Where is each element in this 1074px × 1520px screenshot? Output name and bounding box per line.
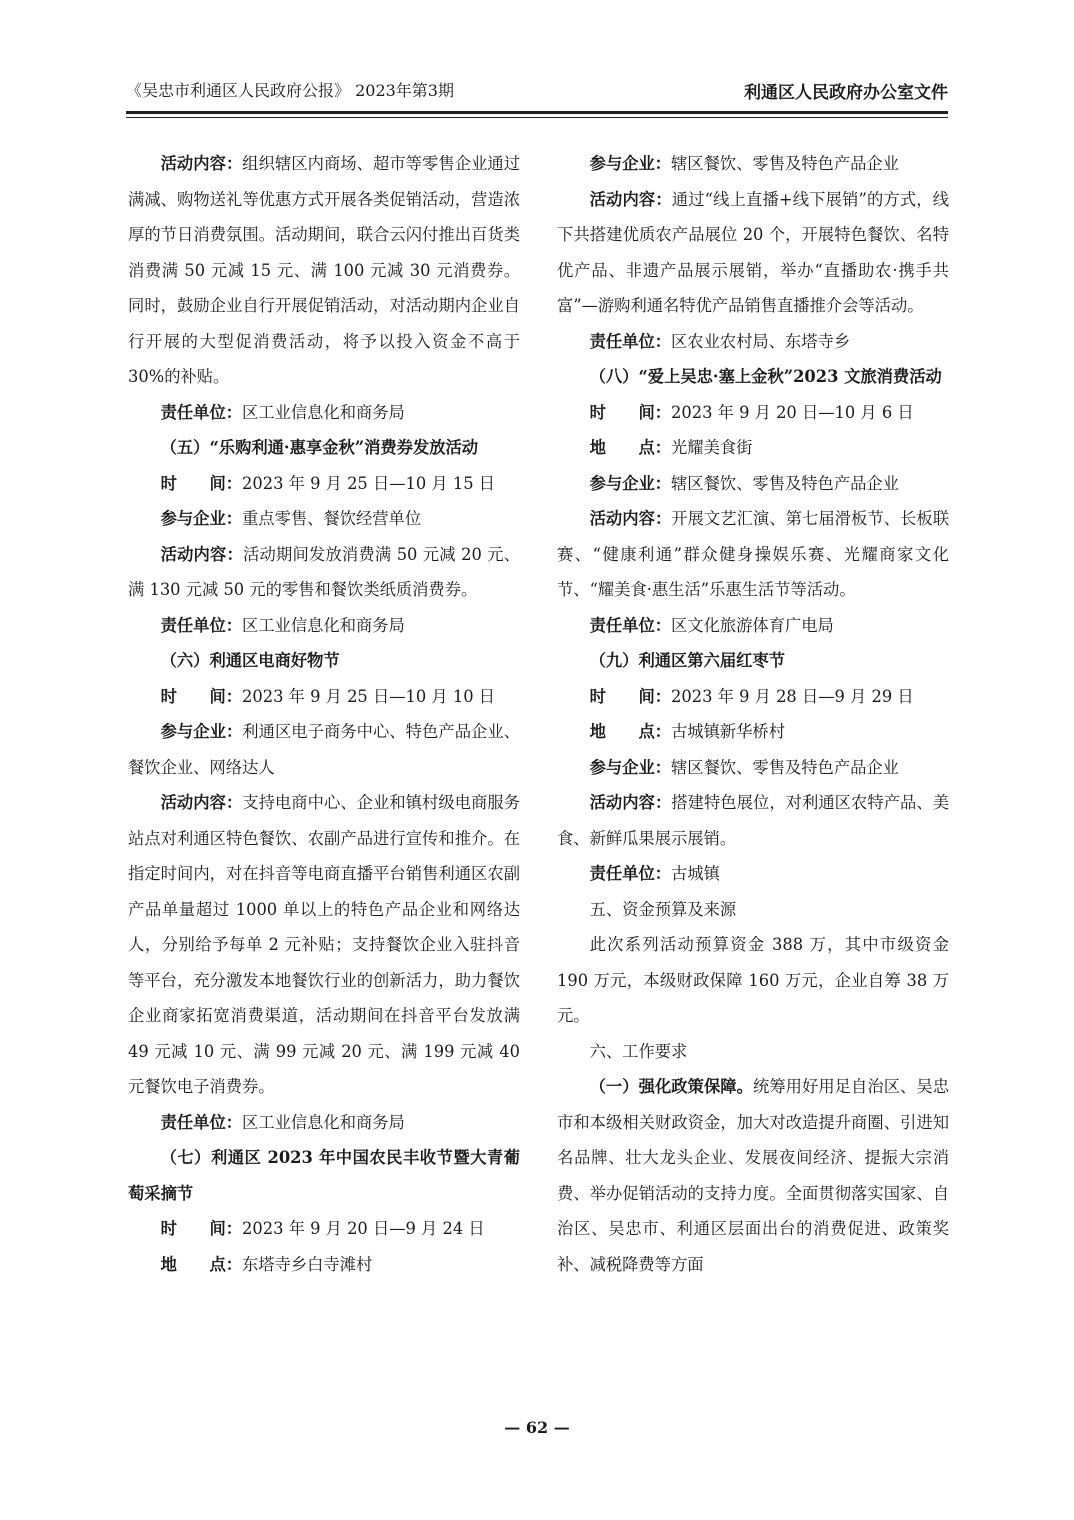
field-label: 责任单位： bbox=[160, 1112, 243, 1132]
labeled-field bbox=[557, 182, 949, 324]
labeled-field bbox=[557, 785, 949, 856]
field-value: 2023 年 9 月 25 日—10 月 15 日 bbox=[242, 473, 496, 493]
field-value: 搭建特色展位，对利通区农特产品、美食、新鲜瓜果展示展销。 bbox=[557, 793, 949, 848]
gazette-title: 《吴忠市利通区人民政府公报》 2023年第3期 bbox=[126, 81, 454, 100]
labeled-field bbox=[128, 608, 520, 644]
heading-text: （八）“爱上吴忠·塞上金秋”2023 文旅消费活动 bbox=[589, 367, 942, 386]
field-value: 2023 年 9 月 20 日—10 月 6 日 bbox=[671, 402, 914, 422]
field-value: 重点零售、餐饮经营单位 bbox=[242, 509, 422, 528]
right-column bbox=[557, 146, 949, 1282]
field-label: 时 间： bbox=[160, 1219, 243, 1238]
field-value: 2023 年 9 月 28 日—9 月 29 日 bbox=[671, 686, 914, 706]
office-document-label: 利通区人民政府办公室文件 bbox=[744, 83, 948, 103]
field-value: 辖区餐饮、零售及特色产品企业 bbox=[671, 757, 899, 777]
field-value: 组织辖区内商场、超市等零售企业通过满减、购物送礼等优惠方式开展各类促销活动，营造浓厚的节日消费氛围。活动期间，联合云闪付推出百货类消费满 50 元减 15 元、满 100 元减 30 元消费券。同时，鼓励企业自行开展促销活动，对活动期内企业自行开展的大型促消费活动，将予以投入资金不高于 30%的补贴。 bbox=[128, 154, 520, 386]
field-value: 区工业信息化和商务局 bbox=[242, 402, 405, 422]
heading-text: （九）利通区第六届红枣节 bbox=[589, 651, 785, 670]
labeled-field bbox=[557, 679, 949, 715]
field-label: 时 间： bbox=[160, 473, 243, 493]
field-value: 东塔寺乡白寺滩村 bbox=[242, 1254, 373, 1274]
labeled-field bbox=[128, 1211, 520, 1247]
section-text: 五、资金预算及来源 bbox=[589, 899, 737, 919]
field-label: 活动内容： bbox=[589, 509, 672, 528]
header-rule-thick bbox=[126, 111, 948, 114]
field-value: 开展文艺汇演、第七届滑板节、长板联赛、“健康利通”群众健身操娱乐赛、光耀商家文化节、“耀美食·惠生活”乐惠生活节等活动。 bbox=[557, 509, 949, 599]
labeled-field bbox=[557, 714, 949, 750]
field-label: 地 点： bbox=[160, 1254, 243, 1274]
field-label: 活动内容： bbox=[589, 793, 672, 812]
paragraph-text: 此次系列活动预算资金 388 万，其中市级资金 190 万元，本级财政保障 160 万元，企业自筹 38 万元。 bbox=[557, 935, 949, 1025]
labeled-field bbox=[557, 501, 949, 608]
field-label: 活动内容： bbox=[589, 189, 672, 209]
field-value: 辖区餐饮、零售及特色产品企业 bbox=[671, 154, 899, 173]
field-label: 时 间： bbox=[589, 402, 672, 422]
field-label: （一）强化政策保障。 bbox=[589, 1077, 753, 1096]
labeled-field bbox=[128, 537, 520, 608]
activity-heading bbox=[128, 1140, 520, 1211]
labeled-field bbox=[128, 146, 520, 395]
field-label: 责任单位： bbox=[589, 615, 672, 635]
field-label: 活动内容： bbox=[160, 154, 243, 173]
labeled-field bbox=[557, 395, 949, 431]
field-value: 2023 年 9 月 25 日—10 月 10 日 bbox=[242, 686, 496, 706]
field-value: 利通区电子商务中心、特色产品企业、餐饮企业、网络达人 bbox=[128, 722, 520, 777]
field-label: 责任单位： bbox=[160, 402, 243, 422]
body-paragraph bbox=[557, 927, 949, 1034]
page-number: — 62 — bbox=[504, 1418, 570, 1437]
heading-text: （六）利通区电商好物节 bbox=[160, 651, 340, 670]
field-value: 光耀美食街 bbox=[671, 438, 753, 457]
labeled-field bbox=[128, 501, 520, 537]
field-value: 古城镇新华桥村 bbox=[671, 722, 785, 741]
field-label: 责任单位： bbox=[160, 615, 243, 635]
labeled-field bbox=[128, 679, 520, 715]
labeled-field bbox=[557, 430, 949, 466]
lead-paragraph bbox=[557, 1069, 949, 1282]
labeled-field bbox=[557, 856, 949, 892]
labeled-field bbox=[557, 466, 949, 502]
field-value: 区文化旅游体育广电局 bbox=[671, 615, 834, 635]
field-label: 时 间： bbox=[589, 686, 672, 706]
activity-heading bbox=[128, 430, 520, 466]
field-label: 参与企业： bbox=[589, 473, 672, 493]
section-heading bbox=[557, 892, 949, 928]
labeled-field bbox=[557, 750, 949, 786]
field-value: 2023 年 9 月 20 日—9 月 24 日 bbox=[242, 1219, 485, 1238]
field-label: 参与企业： bbox=[160, 722, 243, 741]
labeled-field bbox=[128, 785, 520, 1105]
field-value: 辖区餐饮、零售及特色产品企业 bbox=[671, 473, 899, 493]
field-label: 参与企业： bbox=[589, 154, 672, 173]
field-value: 古城镇 bbox=[671, 864, 720, 883]
field-value: 区工业信息化和商务局 bbox=[242, 615, 405, 635]
heading-text: （七）利通区 2023 年中国农民丰收节暨大青葡萄采摘节 bbox=[128, 1148, 520, 1203]
left-column bbox=[128, 146, 520, 1282]
field-label: 参与企业： bbox=[160, 509, 243, 528]
labeled-field bbox=[557, 324, 949, 360]
labeled-field bbox=[557, 146, 949, 182]
field-value: 支持电商中心、企业和镇村级电商服务站点对利通区特色餐饮、农副产品进行宣传和推介。在指定时间内，对在抖音等电商直播平台销售利通区农副产品单量超过 1000 单以上的特色产品企业和网络达人，分别给予每单 2 元补贴；支持餐饮企业入驻抖音等平台，充分激发本地餐饮行业的创新活力，助力餐饮企业商家拓宽消费渠道，活动期间在抖音平台发放满 49 元减 10 元、满 99 元减 20 元、满 199 元减 40 元餐饮电子消费券。 bbox=[128, 793, 520, 1096]
field-value: 区工业信息化和商务局 bbox=[242, 1112, 405, 1132]
field-label: 地 点： bbox=[589, 722, 672, 741]
labeled-field bbox=[128, 1247, 520, 1283]
labeled-field bbox=[128, 395, 520, 431]
labeled-field bbox=[128, 714, 520, 785]
field-label: 地 点： bbox=[589, 438, 672, 457]
page-header bbox=[126, 78, 948, 108]
field-label: 活动内容： bbox=[160, 544, 243, 564]
field-value: 活动期间发放消费满 50 元减 20 元、满 130 元减 50 元的零售和餐饮类纸质消费券。 bbox=[128, 544, 520, 599]
activity-heading bbox=[557, 359, 949, 395]
field-value: 统筹用好用足自治区、吴忠市和本级相关财政资金，加大对改造提升商圈、引进知名品牌、壮大龙头企业、发展夜间经济、提振大宗消费、举办促销活动的支持力度。全面贯彻落实国家、自治区、吴忠市、利通区层面出台的消费促进、政策奖补、减税降费等方面 bbox=[557, 1077, 949, 1274]
field-value: 通过“线上直播+线下展销”的方式，线下共搭建优质农产品展位 20 个，开展特色餐饮、名特优产品、非遗产品展示展销，举办“直播助农·携手共富”—游购利通名特优产品销售直播推介会等活动。 bbox=[557, 189, 949, 315]
activity-heading bbox=[557, 643, 949, 679]
field-label: 参与企业： bbox=[589, 757, 672, 777]
header-rule-thin bbox=[126, 117, 948, 118]
section-heading bbox=[557, 1034, 949, 1070]
labeled-field bbox=[128, 466, 520, 502]
labeled-field bbox=[128, 1105, 520, 1141]
field-label: 责任单位： bbox=[589, 864, 672, 883]
field-label: 责任单位： bbox=[589, 331, 672, 351]
field-value: 区农业农村局、东塔寺乡 bbox=[671, 331, 851, 351]
field-label: 时 间： bbox=[160, 686, 243, 706]
field-label: 活动内容： bbox=[160, 793, 243, 812]
heading-text: （五）“乐购利通·惠享金秋”消费券发放活动 bbox=[160, 438, 479, 457]
section-text: 六、工作要求 bbox=[589, 1041, 688, 1061]
labeled-field bbox=[557, 608, 949, 644]
activity-heading bbox=[128, 643, 520, 679]
